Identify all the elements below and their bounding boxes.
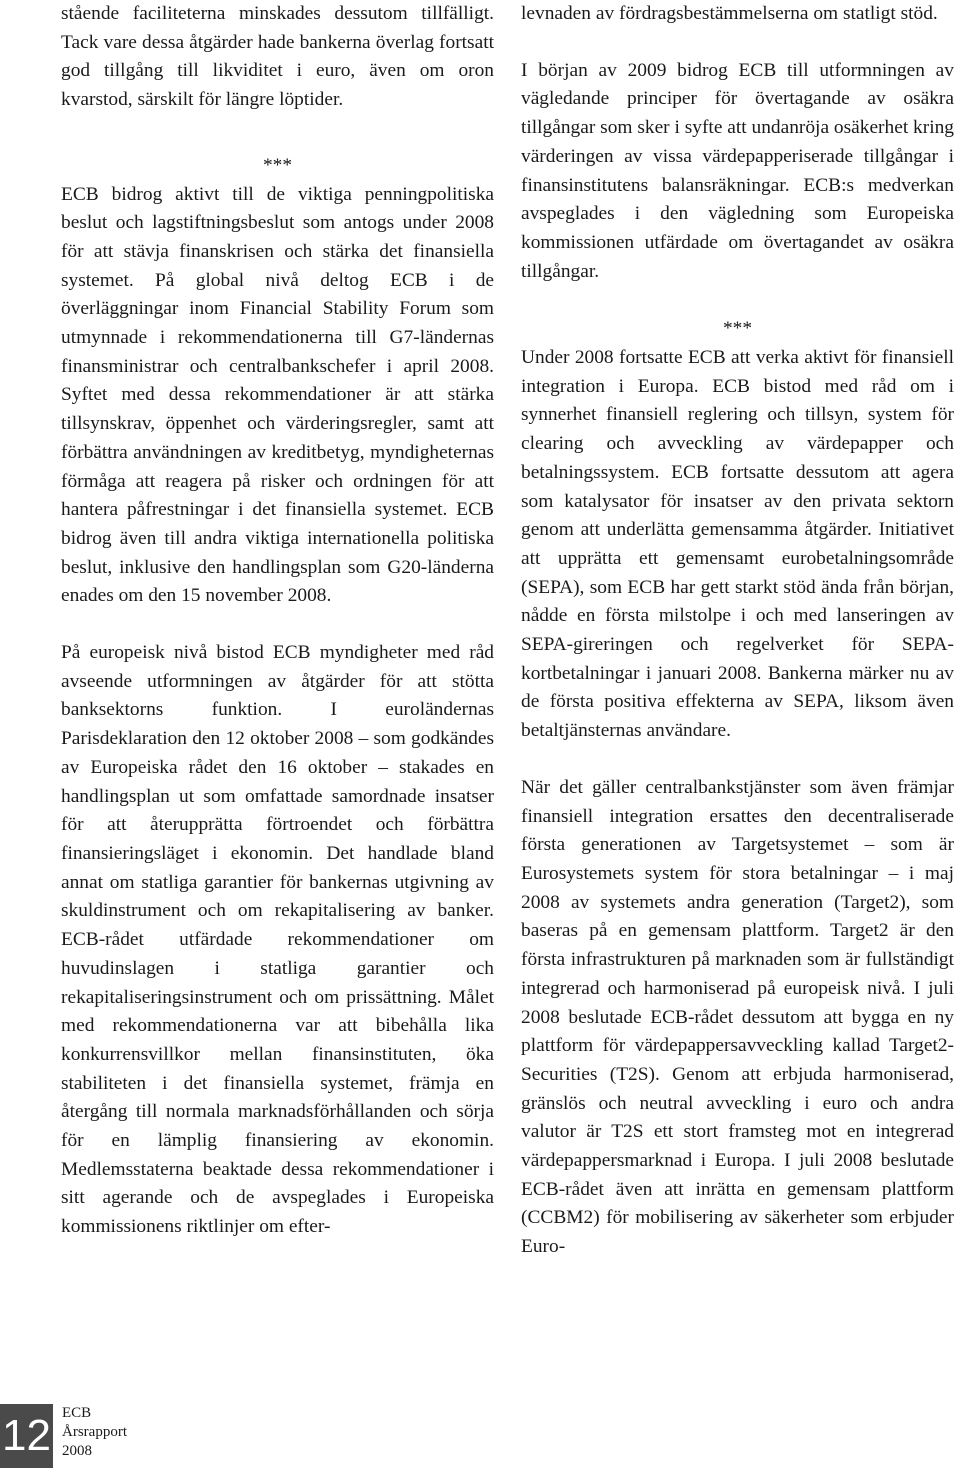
- section-separator: ***: [262, 154, 293, 176]
- paragraph: På europeisk nivå bistod ECB myndigheter med råd avseende utformningen av åtgärder för att stötta banksektorns funktion. I euroländernas Parisdeklaration den 12 oktober 2008 – som godkändes av Europeiska rådet den 16 oktober – stakades en handlingsplan ut som omfattade samordnade insatser för att återupprätta förtroendet och förbättra finansieringsläget i ekonomin. Det handlade bland annat om statliga garantier för bankernas utgivning av skuldinstrument och om rekapitalisering av banker. ECB-rådet utfärdade rekommendationer om huvudinslagen i statliga garantier och rekapitaliseringsinstrument och om prissättning. Målet med rekommendationerna var att bibehålla lika konkurrensvillkor mellan finansinstituten, öka stabiliteten i det finansiella systemet, främja en återgång till normala marknadsförhållanden och sörja för en lämplig finansiering av ekonomin. Medlemsstaterna beaktade dessa rekommendationer i sitt agerande och de avspeglades i Europeiska kommissionens riktlinjer om efter-: [61, 642, 494, 1238]
- page-number: 12: [0, 1404, 53, 1468]
- right-column: [521, 0, 954, 1262]
- publication-line: ECB: [62, 1405, 92, 1421]
- publication-label: [62, 1404, 127, 1461]
- paragraph: I början av 2009 bidrog ECB till utformningen av vägledande principer för övertagande av osäkra tillgångar som sker i syfte att undanröja osäkerhet kring värderingen av vissa värdepapperiserade tillgångar i finansinstitutens balansräkningar. ECB:s medverkan avspeglades i den vägledning som Europeiska kommissionen utfärdade om övertagandet av osäkra tillgångar.: [521, 59, 954, 282]
- section-separator: ***: [722, 318, 753, 340]
- paragraph: När det gäller centralbankstjänster som även främjar finansiell integration ersattes den decentraliserade första generationen av Targetsystemet – som är Eurosystemets system för stora betalningar – i maj 2008 av systemets andra generation (Target2), som baseras på en gemensam plattform. Target2 är den första infrastrukturen på marknaden som är fullständigt integrerad och harmoniserad på europeisk nivå. I juli 2008 beslutade ECB-rådet dessutom att bygga en ny plattform för värdepappersavveckling kallad Target2-Securities (T2S). Genom att erbjuda harmoniserad, gränslös och neutral avveckling i euro och andra valutor är T2S ett stort framsteg mot en integrerad värdepappersmarknad i Europa. I juli 2008 beslutade ECB-rådet även att inrätta en gemensam plattform (CCBM2) för mobilisering av säkerheter som erbjuder Euro-: [521, 776, 954, 1258]
- publication-line: 2008: [62, 1443, 92, 1459]
- paragraph: levnaden av fördragsbestämmelserna om statligt stöd.: [521, 3, 938, 24]
- left-column: [61, 0, 494, 1242]
- publication-line: Årsrapport: [62, 1424, 127, 1440]
- paragraph: Under 2008 fortsatte ECB att verka aktivt för finansiell integration i Europa. ECB bistod med råd om i synnerhet finansiell reglering och tillsyn, system för clearing och avveckling av värdepapper och betalningssystem. ECB fortsatte dessutom att agera som katalysator för insatser av den privata sektorn genom att underlätta gemensamma åtgärder. Initiativet att upprätta ett gemensamt eurobetalningsområde (SEPA), som ECB har gett starkt stöd ända från början, nådde en första milstolpe i och med lanseringen av SEPA-gireringen och regelverket för SEPA-kortbetalningar i januari 2008. Bankerna märker nu av de första positiva effekterna av SEPA, liksom även betaltjänsternas användare.: [521, 347, 954, 742]
- page-footer: [0, 1388, 180, 1468]
- paragraph: ECB bidrog aktivt till de viktiga penningpolitiska beslut och lagstiftningsbeslut som antogs under 2008 för att stävja finanskrisen och stärka det finansiella systemet. På global nivå deltog ECB i de överläggningar inom Financial Stability Forum som utmynnade i rekommendationerna till G7-ländernas finansministrar och centralbankschefer i april 2008. Syftet med dessa rekommendationer är att stärka tillsynskrav, öppenhet och värderingsregler, samt att förbättra användningen av kreditbetyg, myndigheternas förmåga att reagera på risker och ordningen för att hantera påfrestningar i det finansiella systemet. ECB bidrog även till andra viktiga internationella politiska beslut, inklusive den handlingsplan som G20-länderna enades om den 15 november 2008.: [61, 183, 494, 607]
- paragraph: stående faciliteterna minskades dessutom tillfälligt. Tack vare dessa åtgärder hade bankerna överlag fortsatt god tillgång till likviditet i euro, även om oron kvarstod, särskilt för längre löptider.: [61, 3, 494, 111]
